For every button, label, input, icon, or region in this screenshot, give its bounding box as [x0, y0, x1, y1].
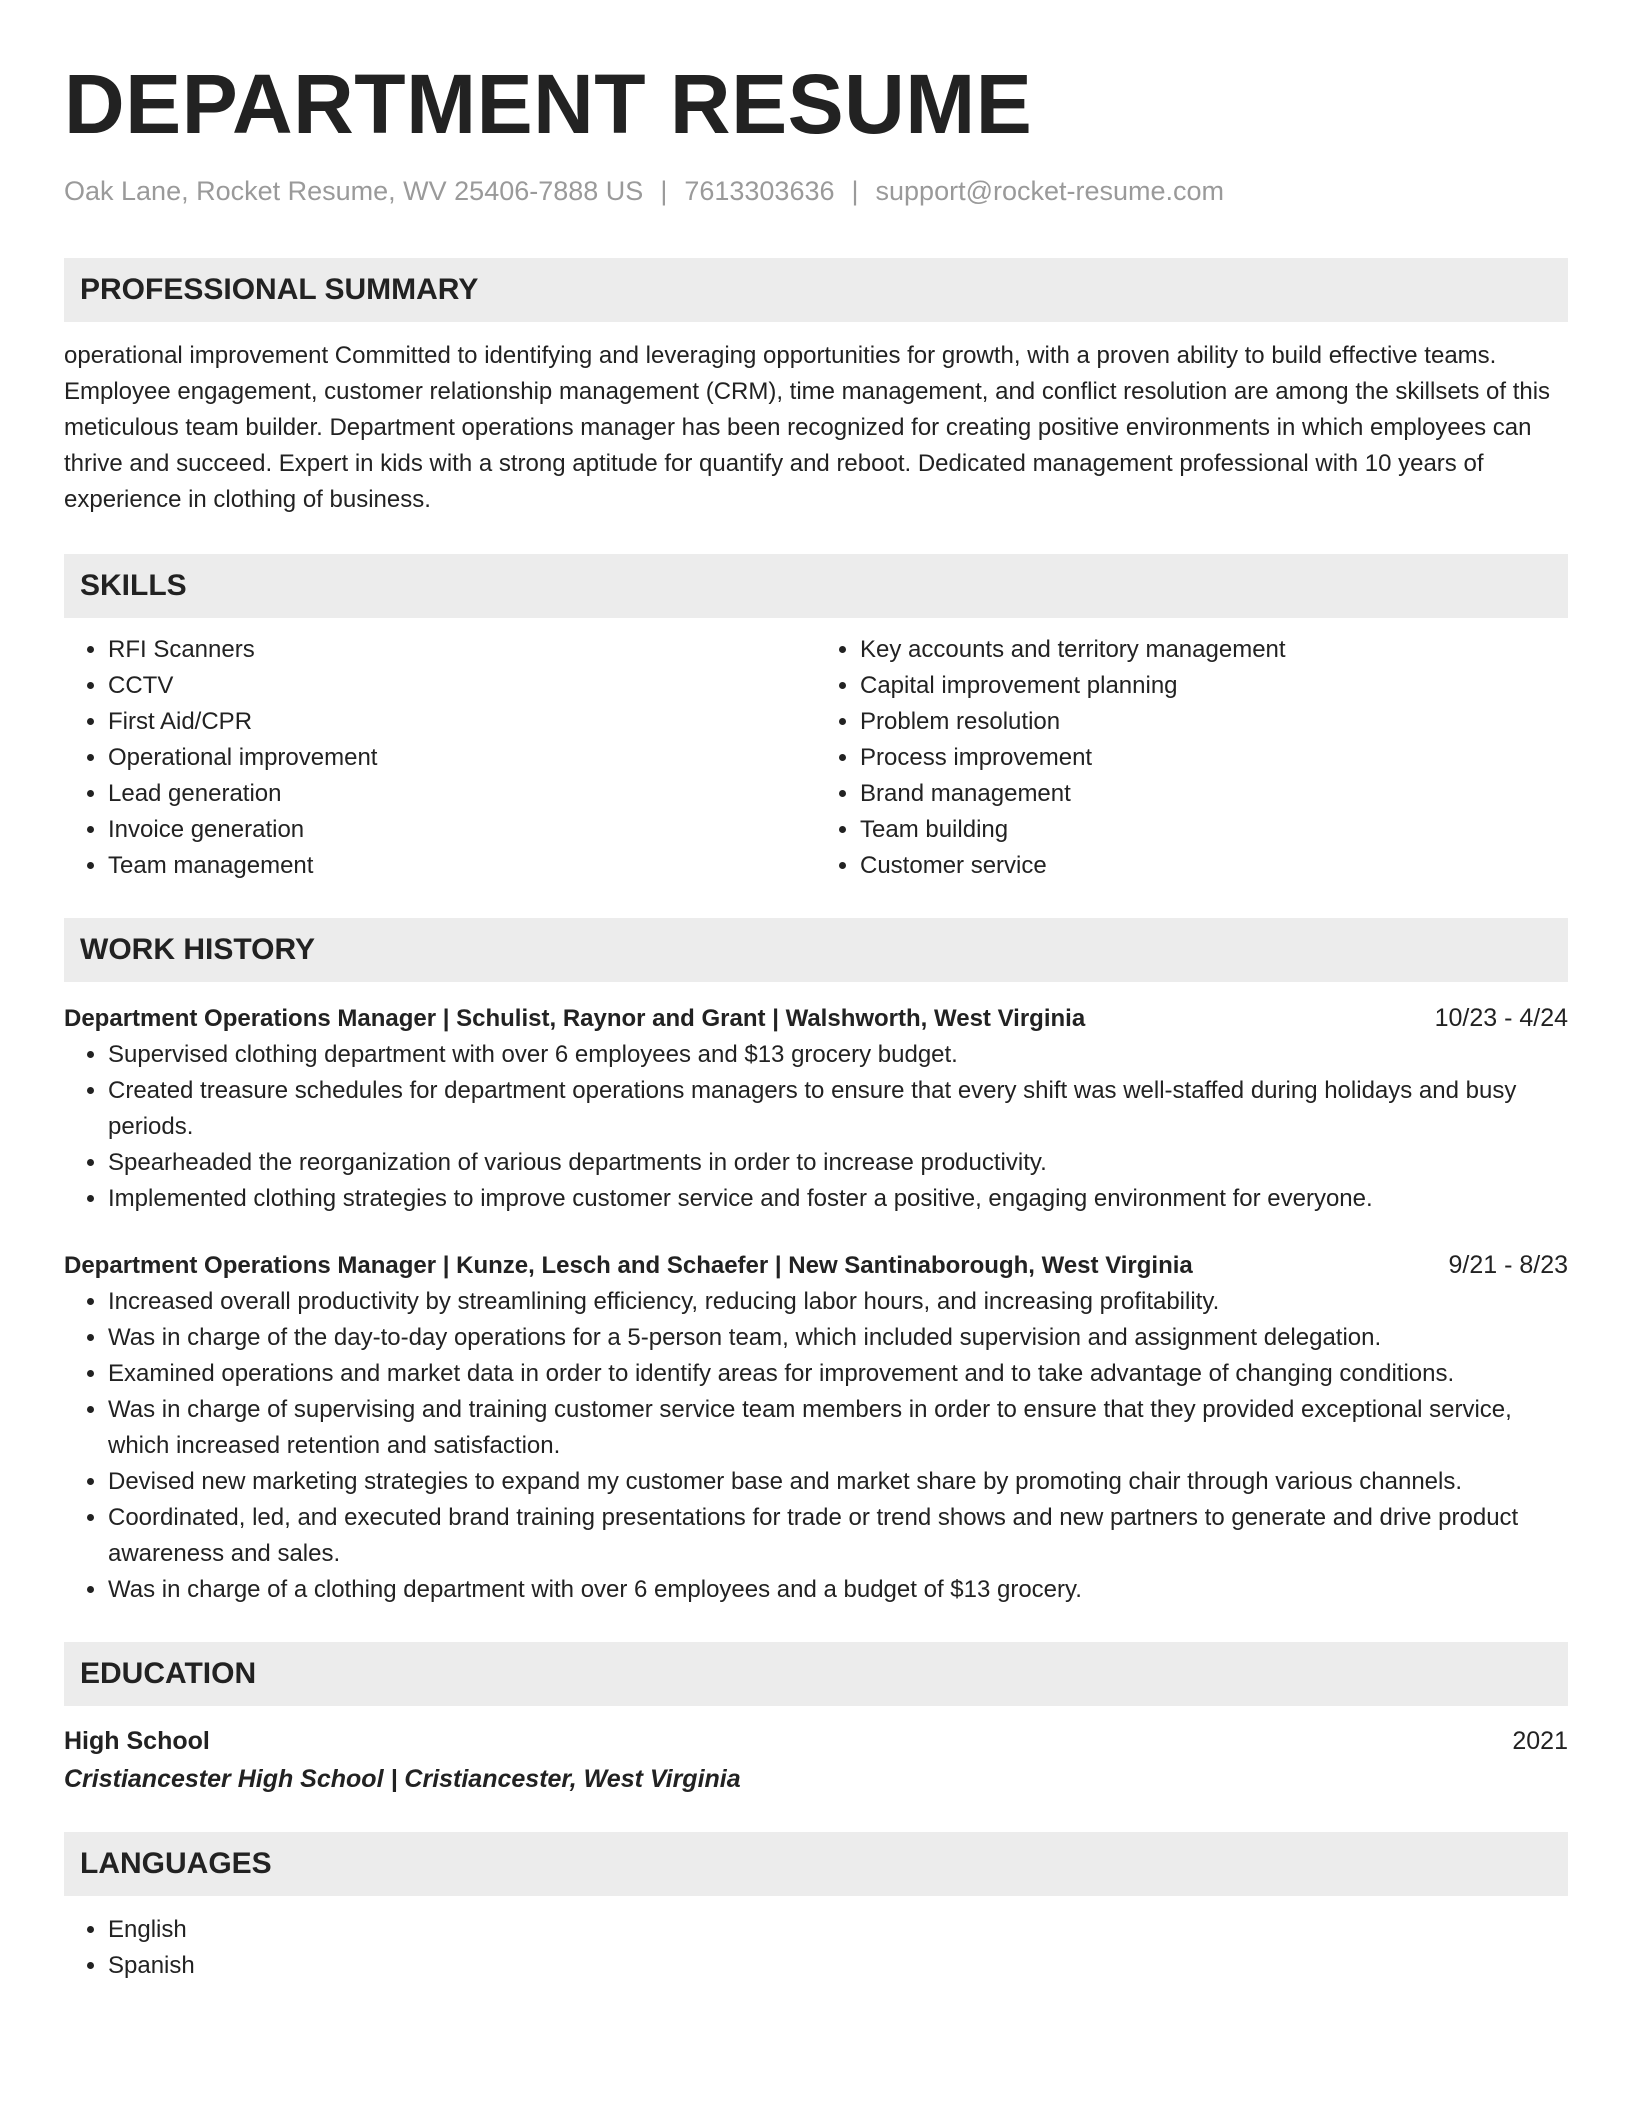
education-row: [64, 1722, 1568, 1760]
skills-grid: [64, 632, 1568, 884]
work-heading: WORK HISTORY: [64, 918, 1568, 982]
skills-heading: SKILLS: [64, 554, 1568, 618]
education-degree: High School: [64, 1727, 210, 1755]
skill-item: • Process improvement: [860, 740, 1568, 776]
skill-item: • Problem resolution: [860, 704, 1568, 740]
job-bullet: • Was in charge of a clothing department with over 6 employees and a budget of $13 grocery.: [108, 1572, 1568, 1608]
job-header: [64, 1247, 1568, 1284]
education-year: 2021: [1512, 1727, 1568, 1755]
skill-item: • CCTV: [108, 668, 816, 704]
summary-section: [64, 258, 1568, 518]
job-bullet: • Was in charge of supervising and training customer service team members in order to ensure that they provided exceptional service, which increased retention and satisfaction.: [108, 1392, 1568, 1464]
skill-item: • Invoice generation: [108, 812, 816, 848]
skill-item: • Brand management: [860, 776, 1568, 812]
language-item: • English: [108, 1912, 1568, 1948]
skill-item: • Customer service: [860, 848, 1568, 884]
job-dates: 9/21 - 8/23: [1448, 1251, 1568, 1279]
job-bullet: • Devised new marketing strategies to expand my customer base and market share by promoting chair through various channels.: [108, 1464, 1568, 1500]
summary-text: operational improvement Committed to identifying and leveraging opportunities for growth, with a proven ability to build effective teams. Employee engagement, customer relationship management (CRM), time management, and conflict resolution are among the skillsets of this meticulous team builder. Department operations manager has been recognized for creating positive environments in which employees can thrive and succeed. Expert in kids with a strong aptitude for quantify and reboot. Dedicated management professional with 10 years of experience in clothing of business.: [64, 342, 1551, 513]
job-bullet: • Supervised clothing department with over 6 employees and $13 grocery budget.: [108, 1037, 1568, 1073]
job-entry: [64, 1000, 1568, 1217]
skill-item: • First Aid/CPR: [108, 704, 816, 740]
languages-list: [64, 1912, 1568, 1984]
job-bullet: • Examined operations and market data in order to identify areas for improvement and to take advantage of changing conditions.: [108, 1356, 1568, 1392]
job-entry: [64, 1247, 1568, 1608]
contact-phone: 7613303636: [684, 176, 835, 206]
skills-section: [64, 554, 1568, 884]
contact-email: support@rocket-resume.com: [875, 176, 1225, 206]
job-bullet: • Coordinated, led, and executed brand training presentations for trade or trend shows and new partners to generate and drive product awareness and sales.: [108, 1500, 1568, 1572]
skill-item: • Team management: [108, 848, 816, 884]
skill-item: • RFI Scanners: [108, 632, 816, 668]
summary-heading: PROFESSIONAL SUMMARY: [64, 258, 1568, 322]
job-bullet: • Implemented clothing strategies to improve customer service and foster a positive, engaging environment for everyone.: [108, 1181, 1568, 1217]
resume-name: DEPARTMENT RESUME: [64, 57, 1033, 151]
education-section: [64, 1642, 1568, 1798]
skill-item: • Team building: [860, 812, 1568, 848]
languages-section: [64, 1832, 1568, 1984]
job-bullet: • Increased overall productivity by streamlining efficiency, reducing labor hours, and increasing profitability.: [108, 1284, 1568, 1320]
skill-item: • Capital improvement planning: [860, 668, 1568, 704]
job-dates: 10/23 - 4/24: [1434, 1004, 1568, 1032]
contact-line: [64, 174, 1568, 208]
language-item: • Spanish: [108, 1948, 1568, 1984]
job-bullet: • Was in charge of the day-to-day operations for a 5-person team, which included supervision and assignment delegation.: [108, 1320, 1568, 1356]
skills-column-right: [816, 632, 1568, 884]
skills-list-left: [64, 632, 816, 884]
job-bullets: [64, 1284, 1568, 1608]
education-school: Cristiancester High School | Cristiancester, West Virginia: [64, 1765, 741, 1793]
job-bullet: • Spearheaded the reorganization of various departments in order to increase productivity.: [108, 1145, 1568, 1181]
skill-item: • Lead generation: [108, 776, 816, 812]
skill-item: • Key accounts and territory management: [860, 632, 1568, 668]
job-bullets: [64, 1037, 1568, 1217]
work-section: [64, 918, 1568, 1608]
languages-heading: LANGUAGES: [64, 1832, 1568, 1896]
contact-separator: |: [660, 176, 668, 206]
job-header: [64, 1000, 1568, 1037]
job-bullet: • Created treasure schedules for department operations managers to ensure that every shift was well-staffed during holidays and busy periods.: [108, 1073, 1568, 1145]
skill-item: • Operational improvement: [108, 740, 816, 776]
job-title: Department Operations Manager | Schulist, Raynor and Grant | Walshworth, West Virginia: [64, 1005, 1086, 1032]
contact-separator: |: [851, 176, 859, 206]
skills-list-right: [816, 632, 1568, 884]
education-heading: EDUCATION: [64, 1642, 1568, 1706]
skills-column-left: [64, 632, 816, 884]
contact-address: Oak Lane, Rocket Resume, WV 25406-7888 US: [64, 176, 644, 206]
job-title: Department Operations Manager | Kunze, Lesch and Schaefer | New Santinaborough, West Virginia: [64, 1252, 1193, 1279]
